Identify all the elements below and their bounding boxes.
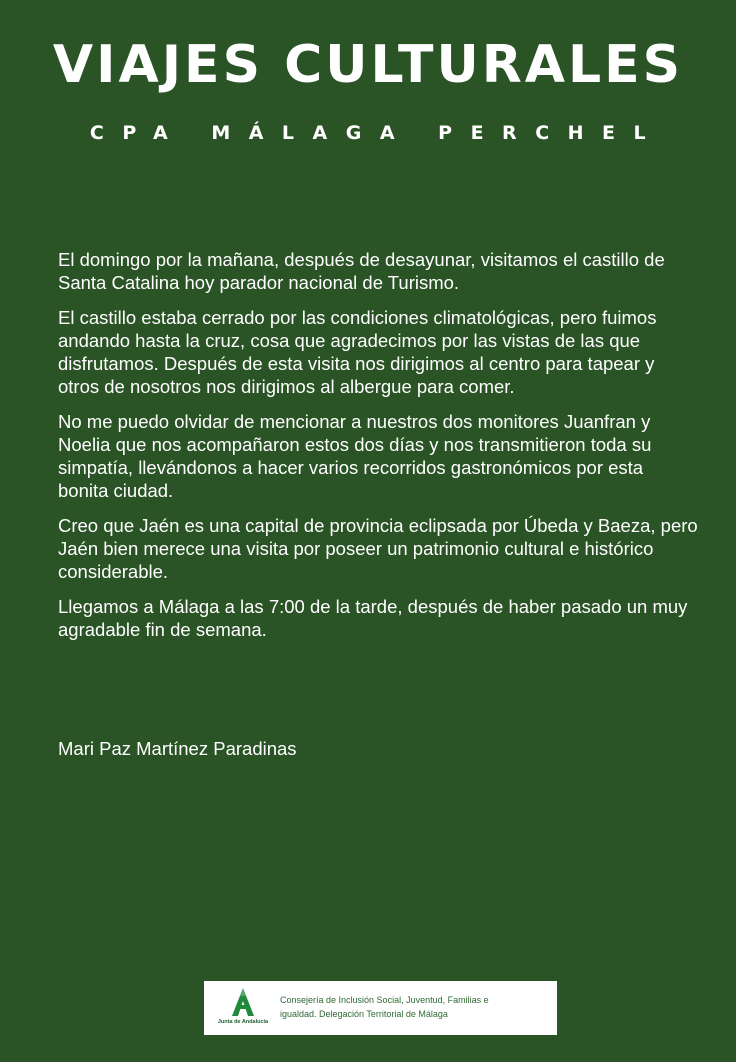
- paragraph-1: El domingo por la mañana, después de desayunar, visitamos el castillo de Santa Catalina hoy parador nacional de Turismo.: [58, 249, 665, 293]
- paragraph-3: No me puedo olvidar de mencionar a nuestros dos monitores Juanfran y Noelia que nos acompañaron estos dos días y nos transmitieron toda su simpatía, llevándonos a hacer varios recorridos gastronómicos por esta bonita ciudad.: [58, 411, 652, 501]
- author-signature: Mari Paz Martínez Paradinas: [58, 738, 297, 759]
- footer-text: [280, 993, 550, 1021]
- footer-line-1: Consejería de Inclusión Social, Juventud, Familias e: [280, 995, 489, 1005]
- paragraph-4: Creo que Jaén es una capital de provincia eclipsada por Úbeda y Baeza, pero Jaén bien merece una visita por poseer un patrimonio cultural e histórico considerable.: [58, 515, 698, 582]
- page-title: VIAJES CULTURALES: [52, 35, 684, 95]
- paragraph-2: El castillo estaba cerrado por las condiciones climatológicas, pero fuimos andando hasta la cruz, cosa que agradecimos por las vistas de las que disfrutamos. Después de esta visita nos dirigimos al centro para tapear y otros de nosotros nos dirigimos al albergue para comer.: [58, 307, 657, 397]
- junta-andalucia-logo-icon: [230, 987, 256, 1017]
- paragraph-5: Llegamos a Málaga a las 7:00 de la tarde, después de haber pasado un muy agradable fin de semana.: [58, 596, 688, 640]
- page-subtitle: CPA MÁLAGA PERCHEL: [89, 122, 665, 144]
- article-body: [58, 248, 698, 653]
- footer-line-2: igualdad. Delegación Territorial de Málaga: [280, 1009, 448, 1019]
- logo-caption: Junta de Andalucía: [217, 1019, 269, 1025]
- junta-andalucia-logo: [212, 987, 274, 1031]
- footer-banner: [204, 981, 557, 1035]
